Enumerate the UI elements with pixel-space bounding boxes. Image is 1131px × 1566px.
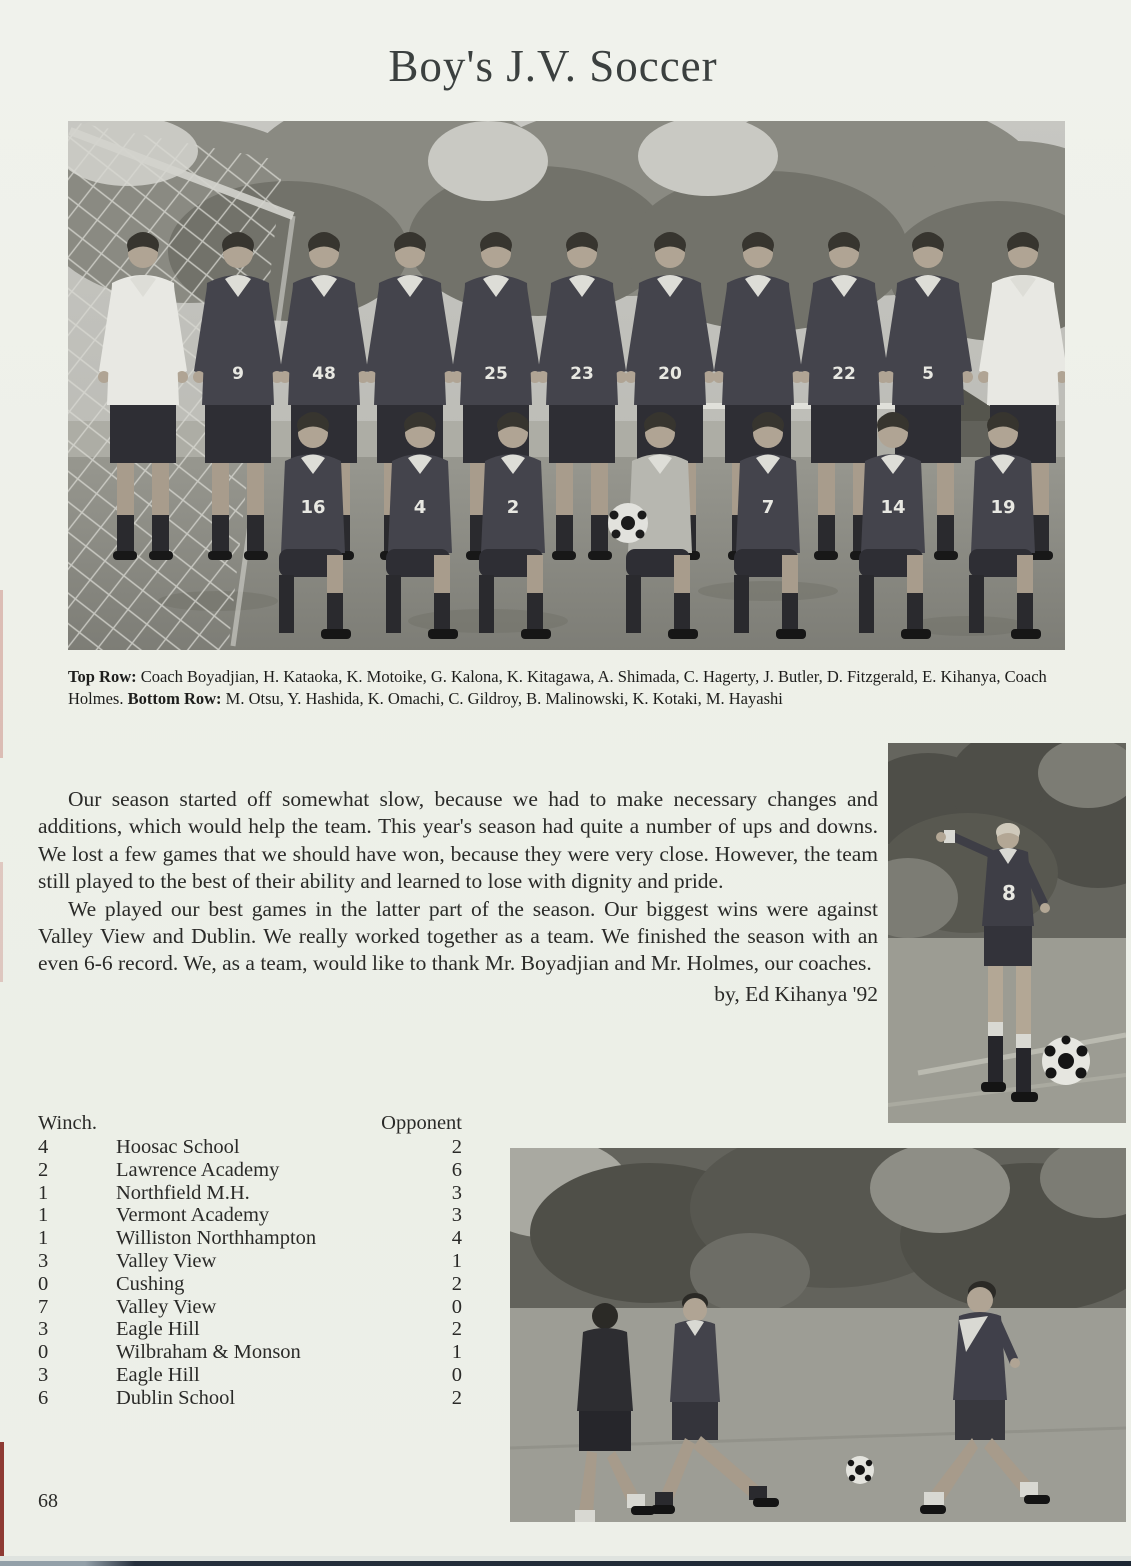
score-school: Valley View	[116, 1295, 217, 1318]
soccer-ball	[608, 503, 648, 543]
jersey-number: 8	[1002, 881, 1016, 905]
action-photo	[510, 1148, 1126, 1522]
score-row	[38, 1250, 462, 1273]
red-edge-mark	[0, 1442, 4, 1556]
score-school: Wilbraham & Monson	[116, 1341, 301, 1364]
score-row	[38, 1341, 462, 1364]
score-school: Williston Northhampton	[116, 1227, 317, 1250]
score-school: Valley View	[116, 1249, 217, 1272]
score-home: 3	[38, 1318, 49, 1341]
score-opponent: 0	[451, 1363, 462, 1386]
red-edge-mark	[0, 862, 3, 982]
page-number: 68	[38, 1490, 58, 1512]
score-opponent: 6	[451, 1158, 462, 1181]
score-home: 7	[38, 1295, 49, 1318]
kick-photo	[888, 743, 1126, 1123]
jersey-number: 22	[832, 364, 856, 384]
caption-top-row-names: Coach Boyadjian, H. Kataoka, K. Motoike, G. Kalona, K. Kitagawa, A. Shimada, C. Hagerty, J. Butler, D. Fitzgerald, E. Kihanya, Coach Holmes.	[68, 667, 1047, 709]
jersey-number: 9	[232, 364, 244, 384]
soccer-ball	[846, 1456, 874, 1484]
scoreboard-header-home: Winch.	[38, 1112, 97, 1134]
score-home: 1	[38, 1227, 49, 1250]
score-home: 6	[38, 1386, 49, 1409]
kick-photo-scene	[888, 743, 1126, 1123]
jersey-number: 48	[312, 364, 336, 384]
score-school: Eagle Hill	[116, 1363, 200, 1386]
score-home: 4	[38, 1136, 49, 1158]
jersey-number: 4	[413, 497, 427, 518]
season-article	[38, 786, 878, 1008]
score-school: Lawrence Academy	[116, 1158, 280, 1181]
score-opponent: 2	[451, 1272, 462, 1295]
score-home: 2	[38, 1158, 49, 1181]
score-opponent: 0	[451, 1295, 462, 1318]
article-paragraph: We played our best games in the latter part of the season. Our biggest wins were against Valley View and Dublin. We really worked together as a team. We finished the season with an even 6-6 record. We, as a team, would like to thank Mr. Boyadjian and Mr. Holmes, our coaches.	[38, 896, 878, 976]
bottom-edge-bar	[0, 1561, 1131, 1566]
score-home: 0	[38, 1341, 49, 1364]
score-opponent: 2	[451, 1386, 462, 1409]
score-home: 3	[38, 1249, 49, 1272]
jersey-number: 2	[506, 497, 520, 518]
red-edge-mark	[0, 590, 3, 758]
caption-bottom-row-label: Bottom Row:	[127, 689, 222, 709]
score-school: Northfield M.H.	[116, 1181, 250, 1204]
score-school: Dublin School	[116, 1386, 236, 1409]
team-photo	[68, 121, 1065, 650]
score-home: 3	[38, 1363, 49, 1386]
scoreboard	[38, 1112, 462, 1410]
score-opponent: 4	[451, 1227, 462, 1250]
score-row	[38, 1387, 462, 1410]
caption-top-row-label: Top Row:	[68, 667, 137, 686]
score-school: Cushing	[116, 1272, 185, 1295]
page-title: Boy's J.V. Soccer	[388, 41, 718, 91]
score-row	[38, 1296, 462, 1319]
score-row	[38, 1364, 462, 1387]
jersey-number: 25	[484, 364, 508, 384]
score-row	[38, 1318, 462, 1341]
jersey-number: 23	[570, 364, 594, 384]
jersey-number: 16	[300, 497, 326, 518]
jersey-number: 7	[761, 497, 775, 518]
score-row	[38, 1273, 462, 1296]
jersey-number: 20	[658, 364, 682, 384]
score-opponent: 3	[451, 1204, 462, 1227]
jersey-number: 5	[922, 364, 934, 384]
action-photo-scene	[510, 1148, 1126, 1522]
score-row	[38, 1182, 462, 1205]
score-opponent: 1	[451, 1341, 462, 1364]
score-row	[38, 1159, 462, 1182]
score-school: Vermont Academy	[116, 1204, 270, 1227]
score-row	[38, 1227, 462, 1250]
jersey-number: 19	[990, 497, 1016, 518]
score-home: 0	[38, 1272, 49, 1295]
score-school: Hoosac School	[116, 1136, 240, 1158]
jersey-number: 14	[880, 497, 906, 518]
score-home: 1	[38, 1204, 49, 1227]
caption-bottom-row-names: M. Otsu, Y. Hashida, K. Omachi, C. Gildroy, B. Malinowski, K. Kotaki, M. Hayashi	[221, 689, 783, 709]
score-opponent: 1	[451, 1249, 462, 1272]
score-opponent: 2	[451, 1318, 462, 1341]
score-row	[38, 1136, 462, 1159]
score-home: 1	[38, 1181, 49, 1204]
scoreboard-header-opponent: Opponent	[381, 1112, 462, 1134]
score-opponent: 2	[451, 1136, 462, 1158]
score-opponent: 3	[451, 1181, 462, 1204]
score-row	[38, 1204, 462, 1227]
article-paragraph: Our season started off somewhat slow, because we had to make necessary changes and additions, which would help the team. This year's season had quite a number of ups and downs. We lost a few games that we should have won, because they were very close. However, the team still played to the best of their ability and learned to lose with dignity and pride.	[38, 787, 878, 894]
article-byline: by, Ed Kihanya '92	[714, 981, 878, 1006]
score-school: Eagle Hill	[116, 1318, 200, 1341]
team-photo-scene	[68, 121, 1065, 650]
team-photo-caption	[68, 666, 1062, 710]
